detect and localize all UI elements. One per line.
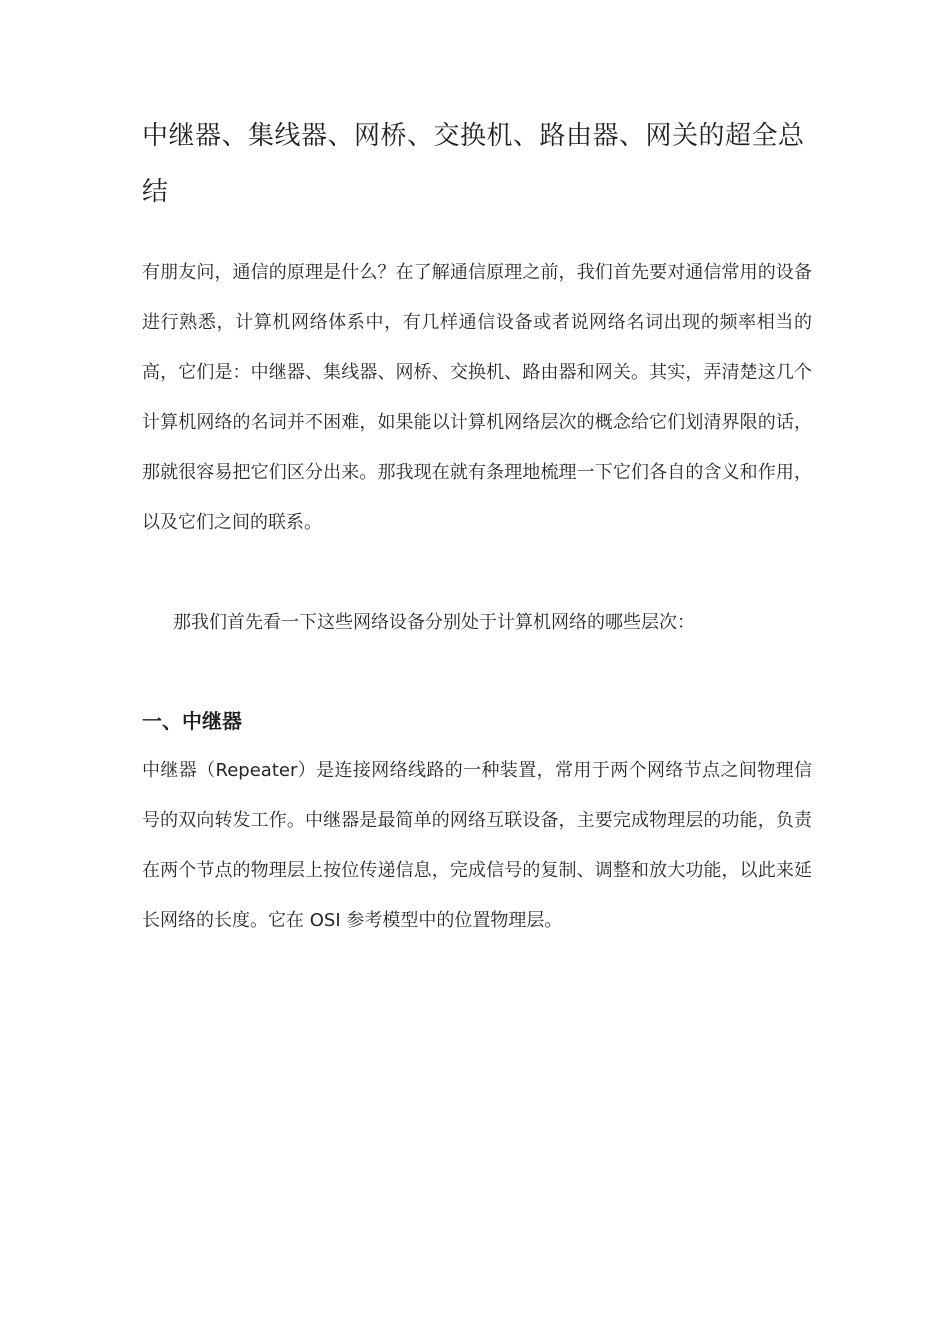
document-title: 中继器、集线器、网桥、交换机、路由器、网关的超全总结	[142, 121, 805, 207]
lead-paragraph: 那我们首先看一下这些网络设备分别处于计算机网络的哪些层次：	[173, 612, 695, 633]
section-heading-repeater: 一、中继器	[142, 709, 242, 733]
section-body-repeater: 中继器（Repeater）是连接网络线路的一种装置，常用于两个网络节点之间物理信号的双向转发工作。中继器是最简单的网络互联设备，主要完成物理层的功能，负责在两个节点的物理层上按位传递信息，完成信号的复制、调整和放大功能，以此来延长网络的长度。它在 OSI 参考模型中的位置物理层。	[142, 760, 812, 931]
intro-paragraph: 有朋友问，通信的原理是什么？在了解通信原理之前，我们首先要对通信常用的设备进行熟悉，计算机网络体系中，有几样通信设备或者说网络名词出现的频率相当的高，它们是：中继器、集线器、网桥、交换机、路由器和网关。其实，弄清楚这几个计算机网络的名词并不困难，如果能以计算机网络层次的概念给它们划清界限的话，那就很容易把它们区分出来。那我现在就有条理地梳理一下它们各自的含义和作用，以及它们之间的联系。	[142, 262, 812, 533]
document-body	[142, 108, 812, 946]
